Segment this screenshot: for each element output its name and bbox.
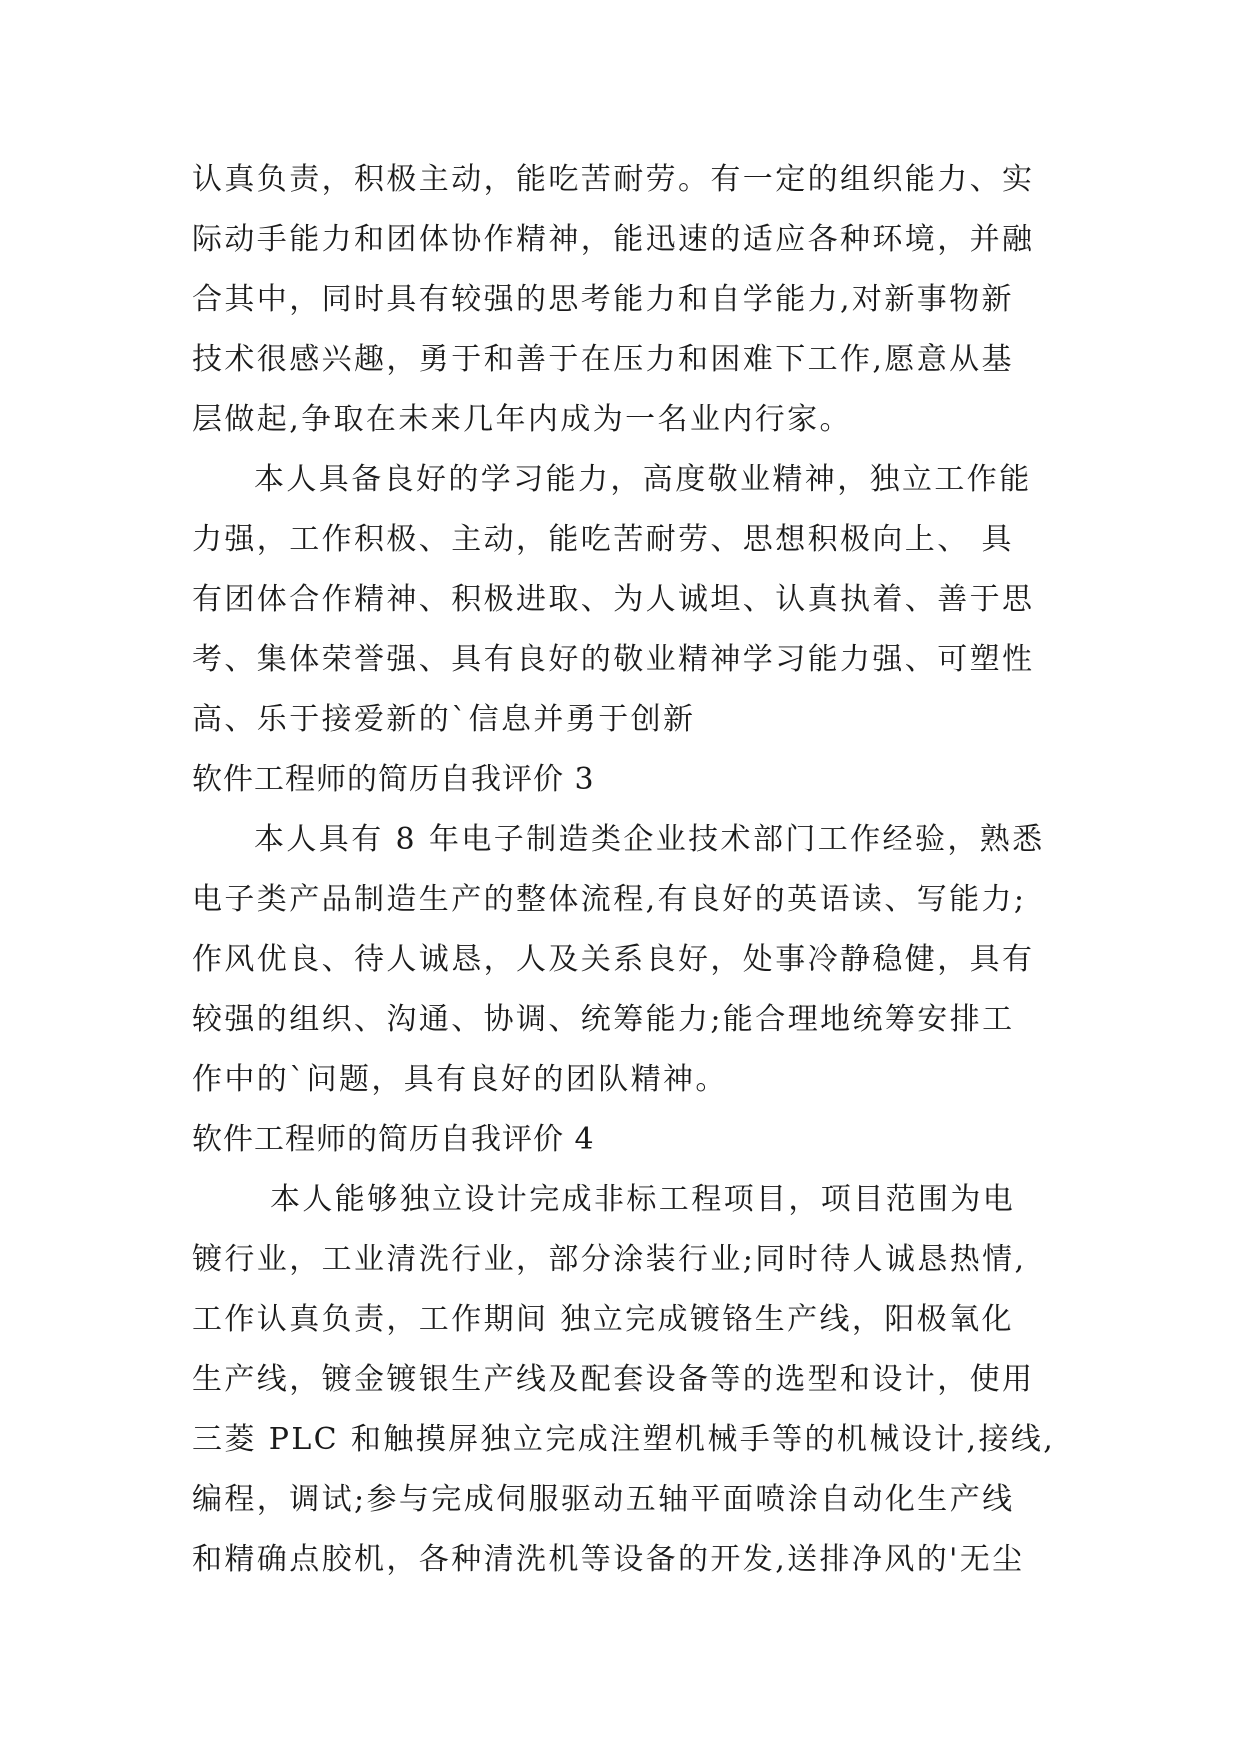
- section-heading-4: 软件工程师的简历自我评价 4: [192, 1122, 595, 1157]
- text-line: 技术很感兴趣，勇于和善于在压力和困难下工作,愿意从基: [192, 342, 1014, 377]
- text-line: 电子类产品制造生产的整体流程,有良好的英语读、写能力;: [192, 882, 1027, 917]
- text-line: 力强，工作积极、主动，能吃苦耐劳、思想积极向上、 具: [192, 522, 1014, 557]
- text-line: 生产线，镀金镀银生产线及配套设备等的选型和设计，使用: [192, 1362, 1035, 1397]
- text-line: 编程，调试;参与完成伺服驱动五轴平面喷涂自动化生产线: [192, 1482, 1015, 1517]
- text-line: 三菱 PLC 和触摸屏独立完成注塑机械手等的机械设计,接线,: [192, 1422, 1056, 1457]
- text-line: 和精确点胶机，各种清洗机等设备的开发,送排净风的'无尘: [192, 1542, 1025, 1577]
- text-line: 本人能够独立设计完成非标工程项目，项目范围为电: [270, 1182, 1016, 1217]
- paragraph-section-3: [192, 810, 1072, 1110]
- text-line: 作中的`问题，具有良好的团队精神。: [192, 1062, 728, 1097]
- paragraph-section-4: [192, 1170, 1072, 1590]
- text-line: 作风优良、待人诚恳，人及关系良好，处事冷静稳健，具有: [192, 942, 1035, 977]
- text-line: 有团体合作精神、积极进取、为人诚坦、认真执着、善于思: [192, 582, 1035, 617]
- text-line: 高、乐于接爱新的`信息并勇于创新: [192, 702, 696, 737]
- text-line: 镀行业，工业清洗行业，部分涂装行业;同时待人诚恳热情,: [192, 1242, 1027, 1277]
- section-heading-3: 软件工程师的简历自我评价 3: [192, 762, 595, 797]
- text-line: 合其中，同时具有较强的思考能力和自学能力,对新事物新: [192, 282, 1014, 317]
- text-line: 较强的组织、沟通、协调、统筹能力;能合理地统筹安排工: [192, 1002, 1015, 1037]
- text-line: 本人具备良好的学习能力，高度敬业精神，独立工作能: [254, 462, 1032, 497]
- text-line: 考、集体荣誉强、具有良好的敬业精神学习能力强、可塑性: [192, 642, 1035, 677]
- paragraph-abilities: [192, 450, 1072, 750]
- text-line: 本人具有 8 年电子制造类企业技术部门工作经验，熟悉: [254, 822, 1045, 857]
- text-line: 认真负责，积极主动，能吃苦耐劳。有一定的组织能力、实: [192, 162, 1035, 197]
- document-body: [192, 150, 1072, 1590]
- text-line: 工作认真负责，工作期间 独立完成镀铬生产线，阳极氧化: [192, 1302, 1014, 1337]
- text-line: 际动手能力和团体协作精神，能迅速的适应各种环境，并融: [192, 222, 1035, 257]
- text-line: 层做起,争取在未来几年内成为一名业内行家。: [192, 402, 852, 437]
- paragraph-intro: [192, 150, 1072, 450]
